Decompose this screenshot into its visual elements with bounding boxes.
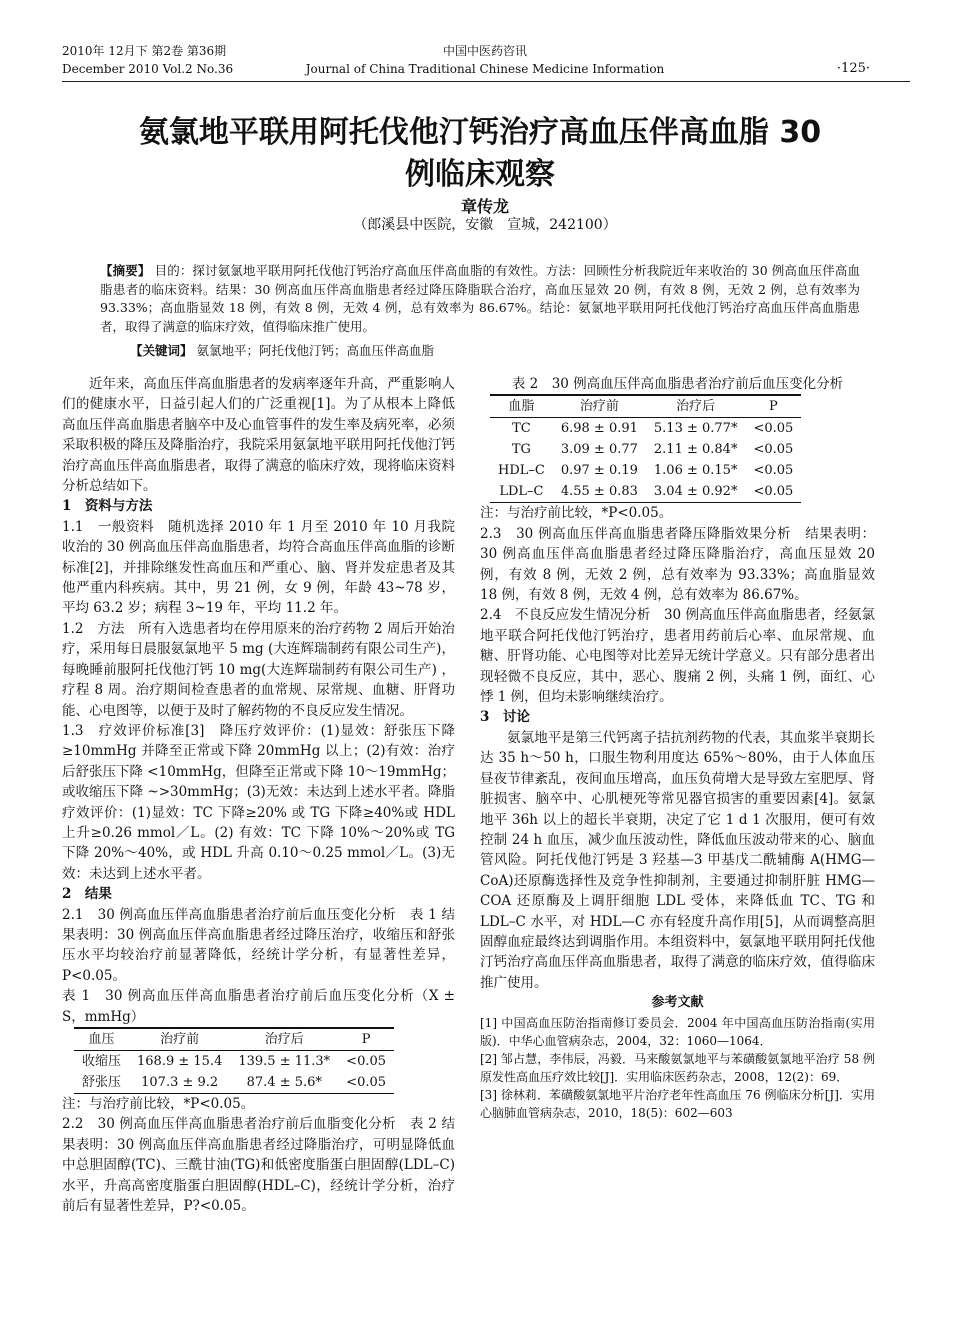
- journal-cn: 中国中医药咨讯: [442, 44, 527, 58]
- issue-cn: 2010年 12月下 第2卷 第36期: [62, 44, 227, 58]
- table-cell: 0.97 ± 0.19: [560, 463, 638, 479]
- section-2-3: 2.3 30 例高血压伴高血脂患者降压降脂效果分析 结果表明：30 例高血压伴高血脂患者经过降压降脂治疗，高血压显效 20 例，有效 8 例，无效 2 例，总有效率为 93.33%；高血脂显效 18 例，有效 8 例，无效 4 例，总有效率为 86.67%。: [480, 525, 875, 604]
- table-cell: LDL–C: [499, 484, 544, 500]
- section-1-1: 1.1 一般资料 随机选择 2010 年 1 月至 2010 年 10 月我院收治的 30 例高血压伴高血脂患者，均符合高血压伴高血脂的诊断标准[2]，并排除继发性高血压和严重心、脑、肾并发症患者及其他严重内科疾病。其中，男 21 例，女 9 例，年龄 43~78 岁，平均 63.2 岁；病程 3~19 年，平均 11.2 年。: [62, 518, 455, 617]
- table-header-row: [490, 395, 801, 418]
- table-cell: 3.09 ± 0.77: [560, 442, 638, 458]
- table-cell: 4.55 ± 0.83: [560, 484, 638, 500]
- reference-item: [1] 中国高血压防治指南修订委员会．2004 年中国高血压防治指南(实用版)．中华心血管病杂志，2004，32：1060—1064．: [480, 1015, 875, 1048]
- table-cell: <0.05: [753, 442, 794, 458]
- left-column: [62, 374, 455, 1216]
- keywords: [130, 342, 860, 360]
- reference-item: [2] 邹占慧，李伟辰，冯毅．马来酸氨氯地平与苯磺酸氨氯地平治疗 58 例原发性高血压疗效比较[J]．实用临床医药杂志，2008，12(2)：69．: [480, 1051, 875, 1084]
- author: 章传龙: [460, 197, 509, 216]
- reference-item: [3] 徐林莉．苯磺酸氨氯地平片治疗老年性高血压 76 例临床分析[J]．实用心脑肺血管病杂志，2010，18(5)：602—603: [480, 1087, 875, 1120]
- table2-note: 注：与治疗前比较，*P<0.05。: [480, 505, 673, 522]
- journal-name: [0, 42, 970, 78]
- table-cell: 6.98 ± 0.91: [560, 421, 638, 437]
- section-3-heading: 3 讨论: [480, 709, 530, 726]
- table-header-cell: P: [769, 399, 778, 415]
- table-header-cell: 治疗后: [676, 399, 716, 415]
- keywords-text: 氨氯地平；阿托伐他汀钙；高血压伴高血脂: [196, 343, 435, 358]
- table-header-cell: 血压: [88, 1032, 115, 1047]
- table-cell: <0.05: [346, 1054, 387, 1069]
- section-1-3: 1.3 疗效评价标准[3] 降压疗效评价：(1)显效：舒张压下降≥10mmHg 并降至正常或下降 20mmHg 以上；(2)有效：治疗后舒张压下降 <10mmHg，但降至正常或下降 10～19mmHg；或收缩压下降 ~>30mmHg；(3)无效：未达到上述水平者。降脂疗效评价：(1)显效：TC 下降≥20% 或 TG 下降≥40%或 HDL 上升≥0.26 mmol／L。(2) 有效：TC 下降 10%～20%或 TG 下降 20%～40%，或 HDL 升高 0.10～0.25 mmol／L。(3)无效：未达到上述水平者。: [62, 722, 455, 882]
- table-cell: <0.05: [753, 421, 794, 437]
- table-row: [74, 1051, 394, 1073]
- table-cell: <0.05: [753, 484, 794, 500]
- table-cell: 1.06 ± 0.15*: [653, 463, 738, 479]
- table-cell: 3.04 ± 0.92*: [653, 484, 738, 500]
- section-1-2: 1.2 方法 所有入选患者均在停用原来的治疗药物 2 周后开始治疗，采用每日晨服氨氯地平 5 mg (大连辉瑞制药有限公司生产)，每晚睡前服阿托伐他汀钙 10 mg(大连辉瑞制药有限公司生产) ，疗程 8 周。治疗期间检查患者的血常规、尿常规、血糖、肝肾功能、心电图等，以便于及时了解药物的不良反应发生情况。: [62, 620, 455, 719]
- table-header-cell: P: [361, 1032, 371, 1047]
- page-number: ·125·: [836, 61, 870, 76]
- section-1-heading: 1 资料与方法: [62, 498, 153, 515]
- section-2-2: 2.2 30 例高血压伴高血脂患者治疗前后血脂变化分析 表 2 结果表明：30 例高血压伴高血脂患者经过降脂治疗，可明显降低血中总胆固醇(TC)、三酰甘油(TG)和低密度脂蛋白胆固醇(LDL–C)水平，升高高密度脂蛋白胆固醇(HDL–C)，经统计学分析，治疗前后有显著性差异，P?<0.05。: [62, 1116, 455, 1215]
- table-2: [490, 394, 801, 503]
- table-row: [490, 439, 801, 460]
- table-cell: 舒张压: [82, 1075, 122, 1090]
- table1-note: 注：与治疗前比较，*P<0.05。: [62, 1096, 255, 1112]
- table-cell: 2.11 ± 0.84*: [653, 442, 738, 458]
- section-2-4: 2.4 不良反应发生情况分析 30 例高血压伴高血脂患者，经氨氯地平联合阿托伐他汀钙治疗，患者用药前后心率、血尿常规、血糖、肝肾功能、心电图等对比差异无统计学意义。只有部分患者出现轻微不良反应，其中，恶心、腹痛 2 例，头痛 1 例，面红、心悸 1 例，但均未影响继续治疗。: [480, 607, 875, 706]
- table1-caption: 表 1 30 例高血压伴高血脂患者治疗前后血压变化分析（X ± S，mmHg）: [62, 988, 455, 1025]
- table-cell: 87.4 ± 5.6*: [246, 1075, 322, 1090]
- section-2-1: 2.1 30 例高血压伴高血脂患者治疗前后血压变化分析 表 1 结果表明：30 例高血压伴高血脂患者经过降压治疗，收缩压和舒张压水平均较治疗前显著降低，经统计学分析，有显著性差异，P<0.05。: [62, 906, 455, 984]
- references-heading: 参考文献: [651, 995, 704, 1011]
- abstract-text: 目的：探讨氨氯地平联用阿托伐他汀钙治疗高血压伴高血脂的有效性。方法：回顾性分析我院近年来收治的 30 例高血压伴高血脂患者的临床资料。结果：30 例高血压伴高血脂患者经过降压降脂联合治疗，高血压显效 20 例，有效 8 例，无效 2 例，总有效率为 93.33%；高血脂显效 18 例，有效 8 例，无效 4 例，总有效率为 86.67%。结论：氨氯地平联用阿托伐他汀钙治疗高血压伴高血脂患者，取得了满意的临床疗效，值得临床推广使用。: [100, 263, 860, 334]
- affiliation: （郎溪县中医院，安徽 宣城，242100）: [353, 217, 617, 233]
- table-cell: <0.05: [346, 1075, 387, 1090]
- table-header-cell: 治疗前: [579, 399, 619, 415]
- table-1: [74, 1027, 394, 1094]
- header-rule: [62, 81, 910, 82]
- table-header-cell: 治疗后: [264, 1032, 304, 1047]
- table-cell: HDL–C: [498, 463, 545, 479]
- reference-list: [480, 1014, 875, 1122]
- table-row: [490, 418, 801, 440]
- section-2-heading: 2 结果: [62, 886, 112, 903]
- right-column: [480, 374, 875, 1122]
- discussion-paragraph: 氨氯地平是第三代钙离子拮抗剂药物的代表，其血浆半衰期长达 35 h～50 h，口服生物利用度达 65%～80%，由于人体血压昼夜节律紊乱，夜间血压增高，血压负荷增大是导致左室肥厚、肾脏损害、脑卒中、心肌梗死等常见器官损害的重要因素[4]。氨氯地平 36h 以上的超长半衰期，决定了它 1 d 1 次服用，便可有效控制 24 h 血压，减少血压波动性，降低血压波动带来的心、脑血管风险。阿托伐他汀钙是 3 羟基—3 甲基戊二酰辅酶 A(HMG—CoA)还原酶选择性及竞争性抑制剂，主要通过抑制肝脏 HMG—COA 还原酶及上调肝细胞 LDL 受体，来降低血 TC、TG 和 LDL–C 水平，对 HDL—C 亦有轻度升高作用[5]，从而调整高胆固醇血症最终达到调脂作用。本组资料中，氨氯地平联用阿托伐他汀钙治疗高血压伴高血脂患者，取得了满意的临床疗效，值得临床推广使用。: [480, 729, 875, 991]
- table-row: [490, 460, 801, 481]
- journal-en: Journal of China Traditional Chinese Medicine Information: [305, 62, 665, 76]
- abstract: [100, 262, 860, 336]
- issue-en: December 2010 Vol.2 No.36: [62, 62, 234, 76]
- table-header-cell: 治疗前: [160, 1032, 200, 1047]
- table-cell: 139.5 ± 11.3*: [238, 1054, 331, 1069]
- table-cell: 168.9 ± 15.4: [137, 1054, 223, 1069]
- intro-paragraph: 近年来，高血压伴高血脂患者的发病率逐年升高，严重影响人们的健康水平，日益引起人们的广泛重视[1]。为了从根本上降低高血压伴高血脂患者脑卒中及心血管事件的发生率及病死率，必须采取积极的降压及降脂治疗，我院采用氨氯地平联用阿托伐他汀钙治疗高血压伴高血脂患者，取得了满意的临床疗效，现将临床资料分析总结如下。: [62, 376, 455, 495]
- table-cell: <0.05: [753, 463, 794, 479]
- table-cell: TG: [511, 442, 531, 458]
- table-cell: 107.3 ± 9.2: [141, 1075, 219, 1090]
- table-header-row: [74, 1028, 394, 1051]
- table-cell: 收缩压: [82, 1054, 122, 1069]
- table-cell: TC: [512, 421, 531, 437]
- table-cell: 5.13 ± 0.77*: [653, 421, 738, 437]
- table2-caption: 表 2 30 例高血压伴高血脂患者治疗前后血压变化分析: [511, 376, 844, 392]
- paper-title: 氨氯地平联用阿托伐他汀钙治疗高血压伴高血脂 30 例临床观察: [138, 115, 822, 192]
- table-header-cell: 血脂: [508, 399, 535, 415]
- abstract-label: 【摘要】: [100, 263, 151, 278]
- keywords-label: 【关键词】: [130, 343, 193, 358]
- table-row: [74, 1072, 394, 1094]
- table-row: [490, 481, 801, 503]
